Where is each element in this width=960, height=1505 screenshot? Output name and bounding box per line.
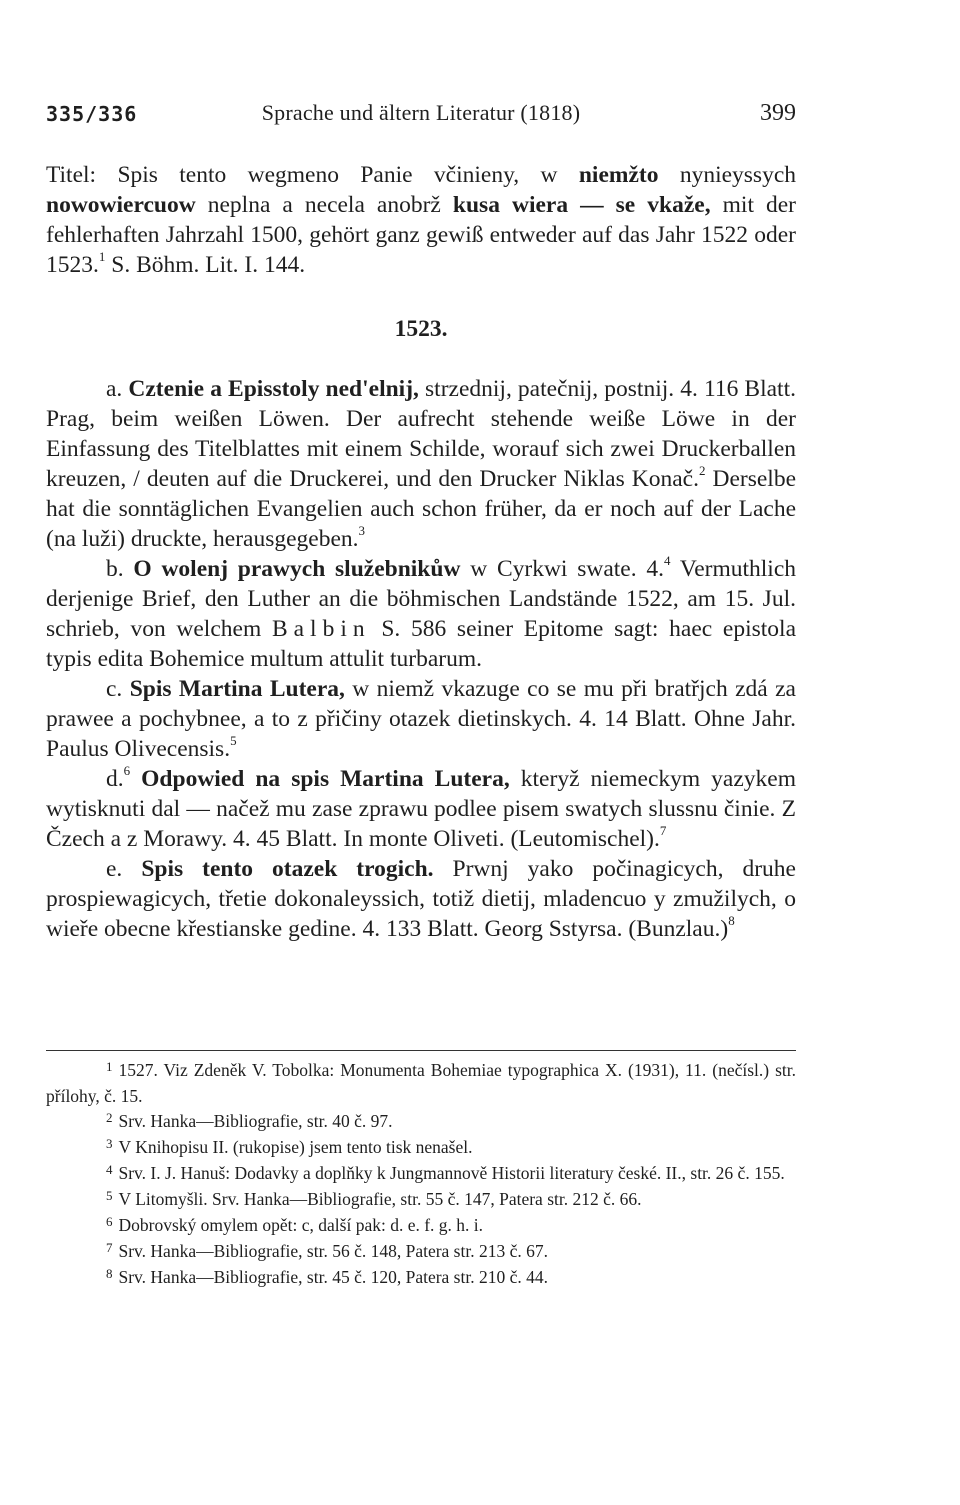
text-run: d.: [106, 766, 124, 792]
footnote-mark: 4: [106, 1162, 113, 1177]
text-run: strzednij, patečnij, postnij. 4. 116 Blatt. Prag, beim weißen Löwen. Der aufrecht stehende weiße Löwe in der Einfassung des Titelblattes mit einem Schilde, worauf sich zwei Druckerballen kreuzen, / deuten auf die Druckerei, und den Drucker Niklas Konač.: [46, 376, 796, 492]
text-run: c.: [106, 676, 130, 702]
main-text: [46, 160, 796, 944]
text-run: S. 586 seiner Epitome sagt: haec epistola typis edita Bohemice multum attulit turbarum.: [46, 616, 796, 672]
footnotes: [46, 1058, 796, 1291]
running-title: Sprache und ältern Literatur (1818): [261, 100, 581, 125]
entry-b: [46, 554, 796, 674]
text-run: w niemž vkazuge co se mu při bratřjch zdá za prawee a pochybnee, a to z přičiny otazek dietinskych. 4. 14 Blatt. Ohne Jahr. Paulus Olivecensis.: [46, 676, 796, 762]
footnote-ref: 5: [230, 733, 237, 749]
entry-e: [46, 854, 796, 944]
footnote-ref: 3: [358, 523, 366, 539]
footnote-mark: 2: [106, 1110, 113, 1125]
footnote-text: V Knihopisu II. (rukopise) jsem tento tisk nenašel.: [118, 1137, 473, 1157]
bold-run: Cztenie a Episstoly ned'elnij,: [128, 376, 419, 402]
title-paragraph: [46, 160, 796, 280]
footnote-ref: 4: [664, 553, 671, 569]
footnote-text: V Litomyšli. Srv. Hanka—Bibliografie, str. 55 č. 147, Patera str. 212 č. 66.: [118, 1189, 642, 1209]
year-heading: 1523.: [394, 316, 448, 342]
text-run: [130, 766, 141, 792]
text-run: Titel:: [46, 162, 118, 188]
bold-run: O wolenj prawych služebnikůw: [133, 556, 461, 582]
entry-d: [46, 764, 796, 854]
text-run: Prwnj yako počinagicych, druhe prospiewagicych, třetie dokonaleyssich, totiž dietij, mladencuo y zmužilych, o wieře obecne křestianske gedine. 4. 133 Blatt. Georg Sstyrsa. (Bunzlau.): [46, 856, 796, 942]
text-run: Derselbe hat die sonntäglichen Evangelien auch schon früher, da er noch auf der Lache (na luži) druckte, herausgegeben.: [46, 466, 796, 552]
footnote-mark: 7: [106, 1240, 113, 1255]
book-page: [46, 0, 796, 1505]
entry-c: [46, 674, 796, 764]
text-run: a.: [106, 376, 129, 402]
bold-run: nowowiercuow: [46, 192, 196, 218]
text-run: e.: [106, 856, 142, 882]
footnote: [46, 1058, 796, 1109]
text-run: b.: [106, 556, 134, 582]
footnote: [46, 1109, 796, 1135]
footnote: [46, 1239, 796, 1265]
footnote: [46, 1187, 796, 1213]
footnote-ref: 8: [728, 913, 735, 929]
bold-run: kusa wiera — se vkaže,: [452, 192, 711, 218]
page-range: 335/336: [46, 102, 138, 126]
footnote: [46, 1135, 796, 1161]
footnote-ref: 1: [98, 249, 106, 265]
spaced-run: Balbin: [271, 616, 371, 642]
text-run: Spis tento wegmeno Panie včinieny, w: [117, 162, 579, 188]
footnote-ref: 7: [659, 823, 667, 839]
running-head: [46, 100, 796, 136]
footnote-text: Srv. Hanka—Bibliografie, str. 56 č. 148, Patera str. 213 č. 67.: [118, 1241, 548, 1261]
footnote-separator: [46, 1050, 796, 1051]
bold-run: Spis tento otazek trogich.: [141, 856, 434, 882]
footnote-text: Srv. Hanka—Bibliografie, str. 40 č. 97.: [118, 1111, 393, 1131]
footnote-text: Srv. Hanka—Bibliografie, str. 45 č. 120, Patera str. 210 č. 44.: [118, 1267, 548, 1287]
page-number: 399: [760, 100, 796, 126]
footnote-ref: 2: [698, 463, 706, 479]
text-run: Vermuthlich derjenige Brief, den Luther an die böhmischen Landstände 1522, am 15. Jul. schrieb, von welchem: [46, 556, 797, 642]
bold-run: niemžto: [578, 162, 659, 188]
bold-run: Odpowied na spis Martina Lutera,: [141, 766, 510, 792]
footnote-mark: 5: [106, 1188, 113, 1203]
text-run: kteryž niemeckym yazykem wytisknuti dal — načež mu zase zprawu podlee pisem swatych slussnu činie. Z Čzech a z Morawy. 4. 45 Blatt. In monte Oliveti. (Leutomischel).: [46, 766, 797, 852]
footnote-mark: 1: [106, 1059, 113, 1074]
footnote-text: Srv. I. J. Hanuš: Dodavky a doplňky k Jungmannově Historii literatury české. II., str. 26 č. 155.: [118, 1163, 785, 1183]
text-run: S. Böhm. Lit. I. 144.: [105, 252, 306, 278]
bold-run: Spis Martina Lutera,: [129, 676, 345, 702]
text-run: nynieyssych: [658, 162, 797, 188]
footnote: [46, 1213, 796, 1239]
footnote-mark: 6: [106, 1214, 113, 1229]
footnote-ref: 6: [123, 763, 131, 779]
text-run: neplna a necela anobrž: [195, 192, 453, 218]
text-run: mit der fehlerhaften Jahrzahl 1500, gehört ganz gewiß entweder auf das Jahr 1522 oder 1523.: [46, 192, 797, 278]
footnote: [46, 1265, 796, 1291]
footnote: [46, 1161, 796, 1187]
text-run: w Cyrkwi swate. 4.: [460, 556, 664, 582]
footnote-mark: 8: [106, 1266, 113, 1281]
footnote-text: Dobrovský omylem opět: c, další pak: d. e. f. g. h. i.: [118, 1215, 484, 1235]
entry-a: [46, 374, 796, 554]
footnote-mark: 3: [106, 1136, 113, 1151]
footnote-text: 1527. Viz Zdeněk V. Tobolka: Monumenta Bohemiae typographica X. (1931), 11. (nečísl.) str. přílohy, č. 15.: [46, 1060, 796, 1106]
